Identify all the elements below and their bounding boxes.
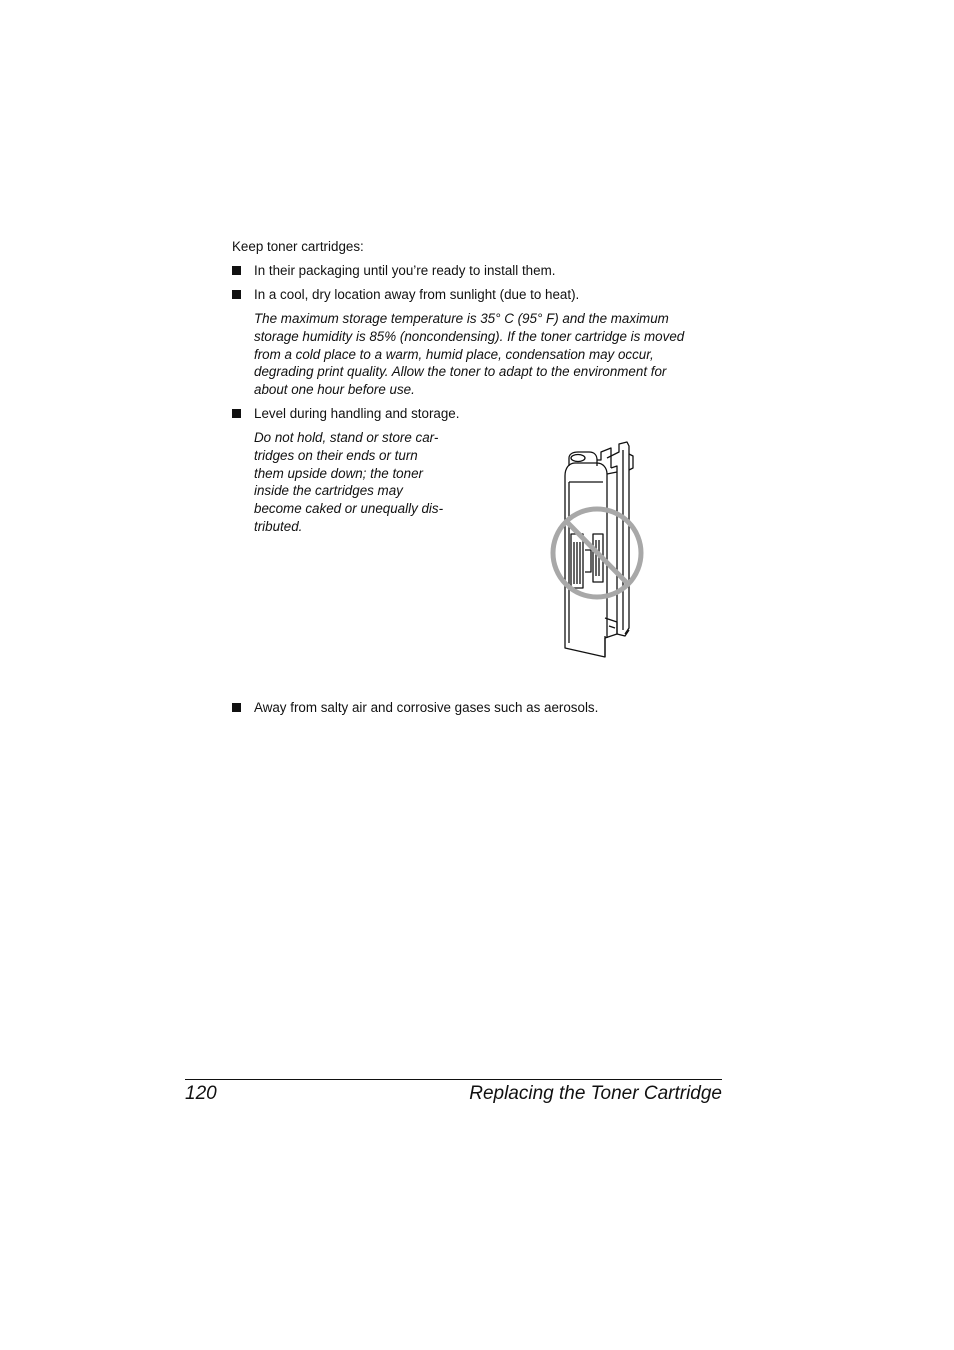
square-bullet-icon (232, 290, 241, 299)
handling-note (254, 429, 443, 536)
list-item-text: In their packaging until you’re ready to install them. (254, 263, 556, 278)
note-line: Do not hold, stand or store car- (254, 430, 439, 445)
note-line: storage humidity is 85% (noncondensing). If the toner cartridge is moved (254, 328, 685, 344)
note-line: become caked or unequally dis- (254, 501, 444, 517)
note-line: inside the cartridges may (254, 483, 403, 499)
square-bullet-icon (232, 266, 241, 275)
square-bullet-icon (232, 703, 241, 712)
note-line: about one hour before use. (254, 382, 415, 398)
page-number: 120 (185, 1083, 217, 1104)
list-item-text: Level during handling and storage. (254, 406, 460, 421)
square-bullet-icon (232, 409, 241, 418)
note-line: tridges on their ends or turn (254, 447, 418, 463)
storage-note (254, 310, 684, 399)
note-line: them upside down; the toner (254, 465, 423, 481)
footer-divider (185, 1079, 722, 1080)
note-line: The maximum storage temperature is 35° C (95° F) and the maximum (254, 311, 669, 326)
list-item-text: Away from salty air and corrosive gases such as aerosols. (254, 700, 599, 715)
note-line: tributed. (254, 518, 303, 534)
note-line: from a cold place to a warm, humid place, condensation may occur, (254, 346, 654, 362)
list-item-text: In a cool, dry location away from sunlight (due to heat). (254, 287, 580, 302)
toner-cartridge-upright-prohibited-illustration (545, 438, 650, 663)
intro-text: Keep toner cartridges: (232, 239, 364, 254)
note-line: degrading print quality. Allow the toner to adapt to the environment for (254, 364, 667, 380)
section-title: Replacing the Toner Cartridge (469, 1083, 722, 1104)
